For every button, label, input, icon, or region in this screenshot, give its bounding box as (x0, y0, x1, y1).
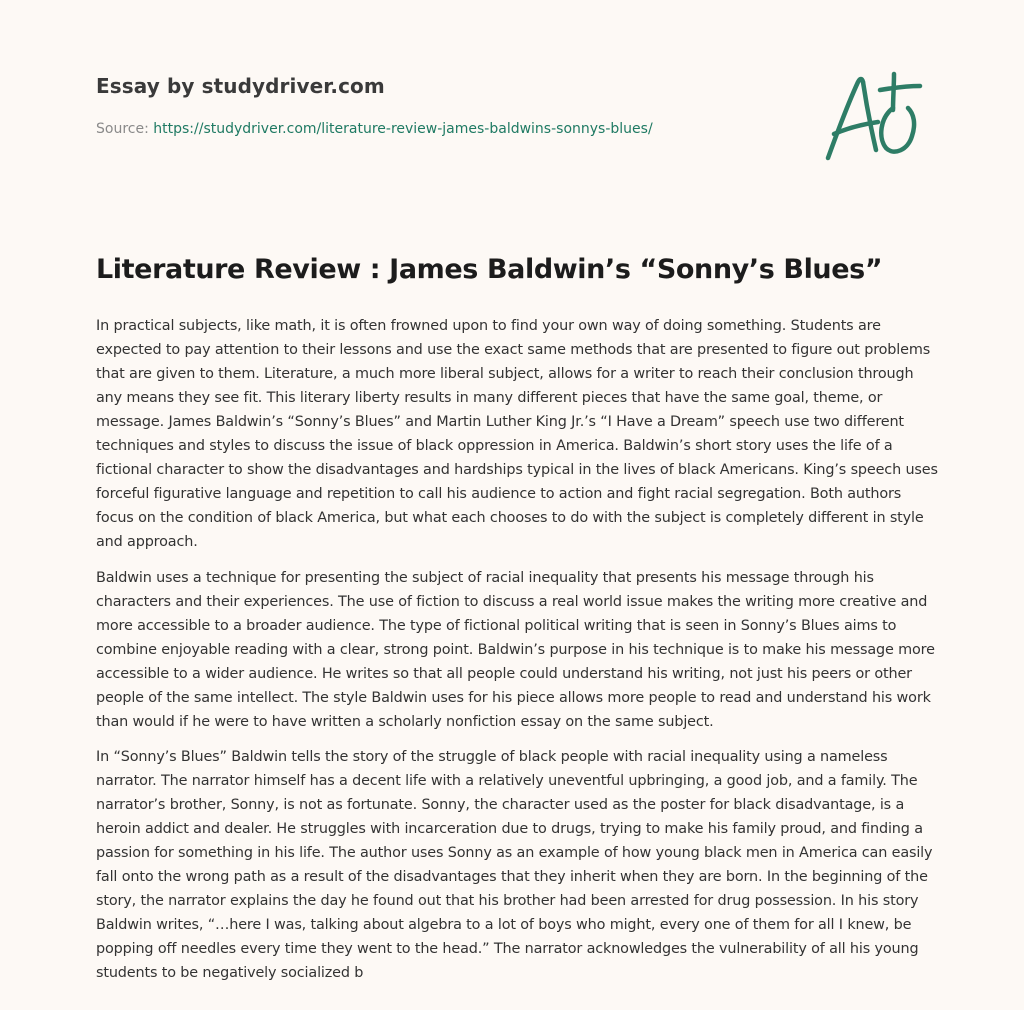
article-paragraph: In “Sonny’s Blues” Baldwin tells the story of the struggle of black people with racial inequality using a nameless narrator. The narrator himself has a decent life with a relatively uneventful upbringing, a good job, and a family. The narrator’s brother, Sonny, is not as fortunate. Sonny, the character used as the poster for black disadvantage, is a heroin addict and dealer. He struggles with incarceration due to drugs, trying to make his family proud, and finding a passion for something in his life. The author uses Sonny as an example of how young black men in America can easily fall onto the wrong path as a result of the disadvantages that they inherit when they are born. In the beginning of the story, the narrator explains the day he found out that his brother had been arrested for drug possession. In his story Baldwin writes, “…here I was, talking about algebra to a lot of boys who might, every one of them for all I knew, be popping off needles every time they went to the head.” The narrator acknowledges the vulnerability of all his young students to be negatively socialized b (96, 749, 933, 981)
source-line (96, 121, 836, 137)
article-body (96, 314, 941, 997)
article-title: Literature Review : James Baldwin’s “Sonny’s Blues” (96, 254, 883, 285)
source-label: Source: (96, 121, 154, 137)
essay-header (96, 74, 836, 137)
source-link[interactable]: https://studydriver.com/literature-review-james-baldwins-sonnys-blues/ (153, 121, 653, 137)
brand-title: Essay by studydriver.com (96, 74, 385, 98)
article-paragraph: In practical subjects, like math, it is often frowned upon to find your own way of doing something. Students are expected to pay attention to their lessons and use the exact same methods that are presented to figure out problems that are given to them. Literature, a much more liberal subject, allows for a writer to reach their conclusion through any means they see fit. This literary liberty results in many different pieces that have the same goal, theme, or message. James Baldwin’s “Sonny’s Blues” and Martin Luther King Jr.’s “I Have a Dream” speech use two different techniques and styles to discuss the issue of black oppression in America. Baldwin’s short story uses the life of a fictional character to show the disadvantages and hardships typical in the lives of black Americans. King’s speech uses forceful figurative language and repetition to call his audience to action and fight racial segregation. Both authors focus on the condition of black America, but what each chooses to do with the subject is completely different in style and approach. (96, 318, 938, 550)
a-plus-logo-icon (822, 68, 926, 164)
article-paragraph: Baldwin uses a technique for presenting the subject of racial inequality that presents his message through his characters and their experiences. The use of fiction to discuss a real world issue makes the writing more creative and more accessible to a broader audience. The type of fictional political writing that is seen in Sonny’s Blues aims to combine enjoyable reading with a clear, strong point. Baldwin’s purpose in his technique is to make his message more accessible to a wider audience. He writes so that all people could understand his writing, not just his peers or other people of the same intellect. The style Baldwin uses for his piece allows more people to read and understand his work than would if he were to have written a scholarly nonfiction essay on the same subject. (96, 569, 935, 730)
